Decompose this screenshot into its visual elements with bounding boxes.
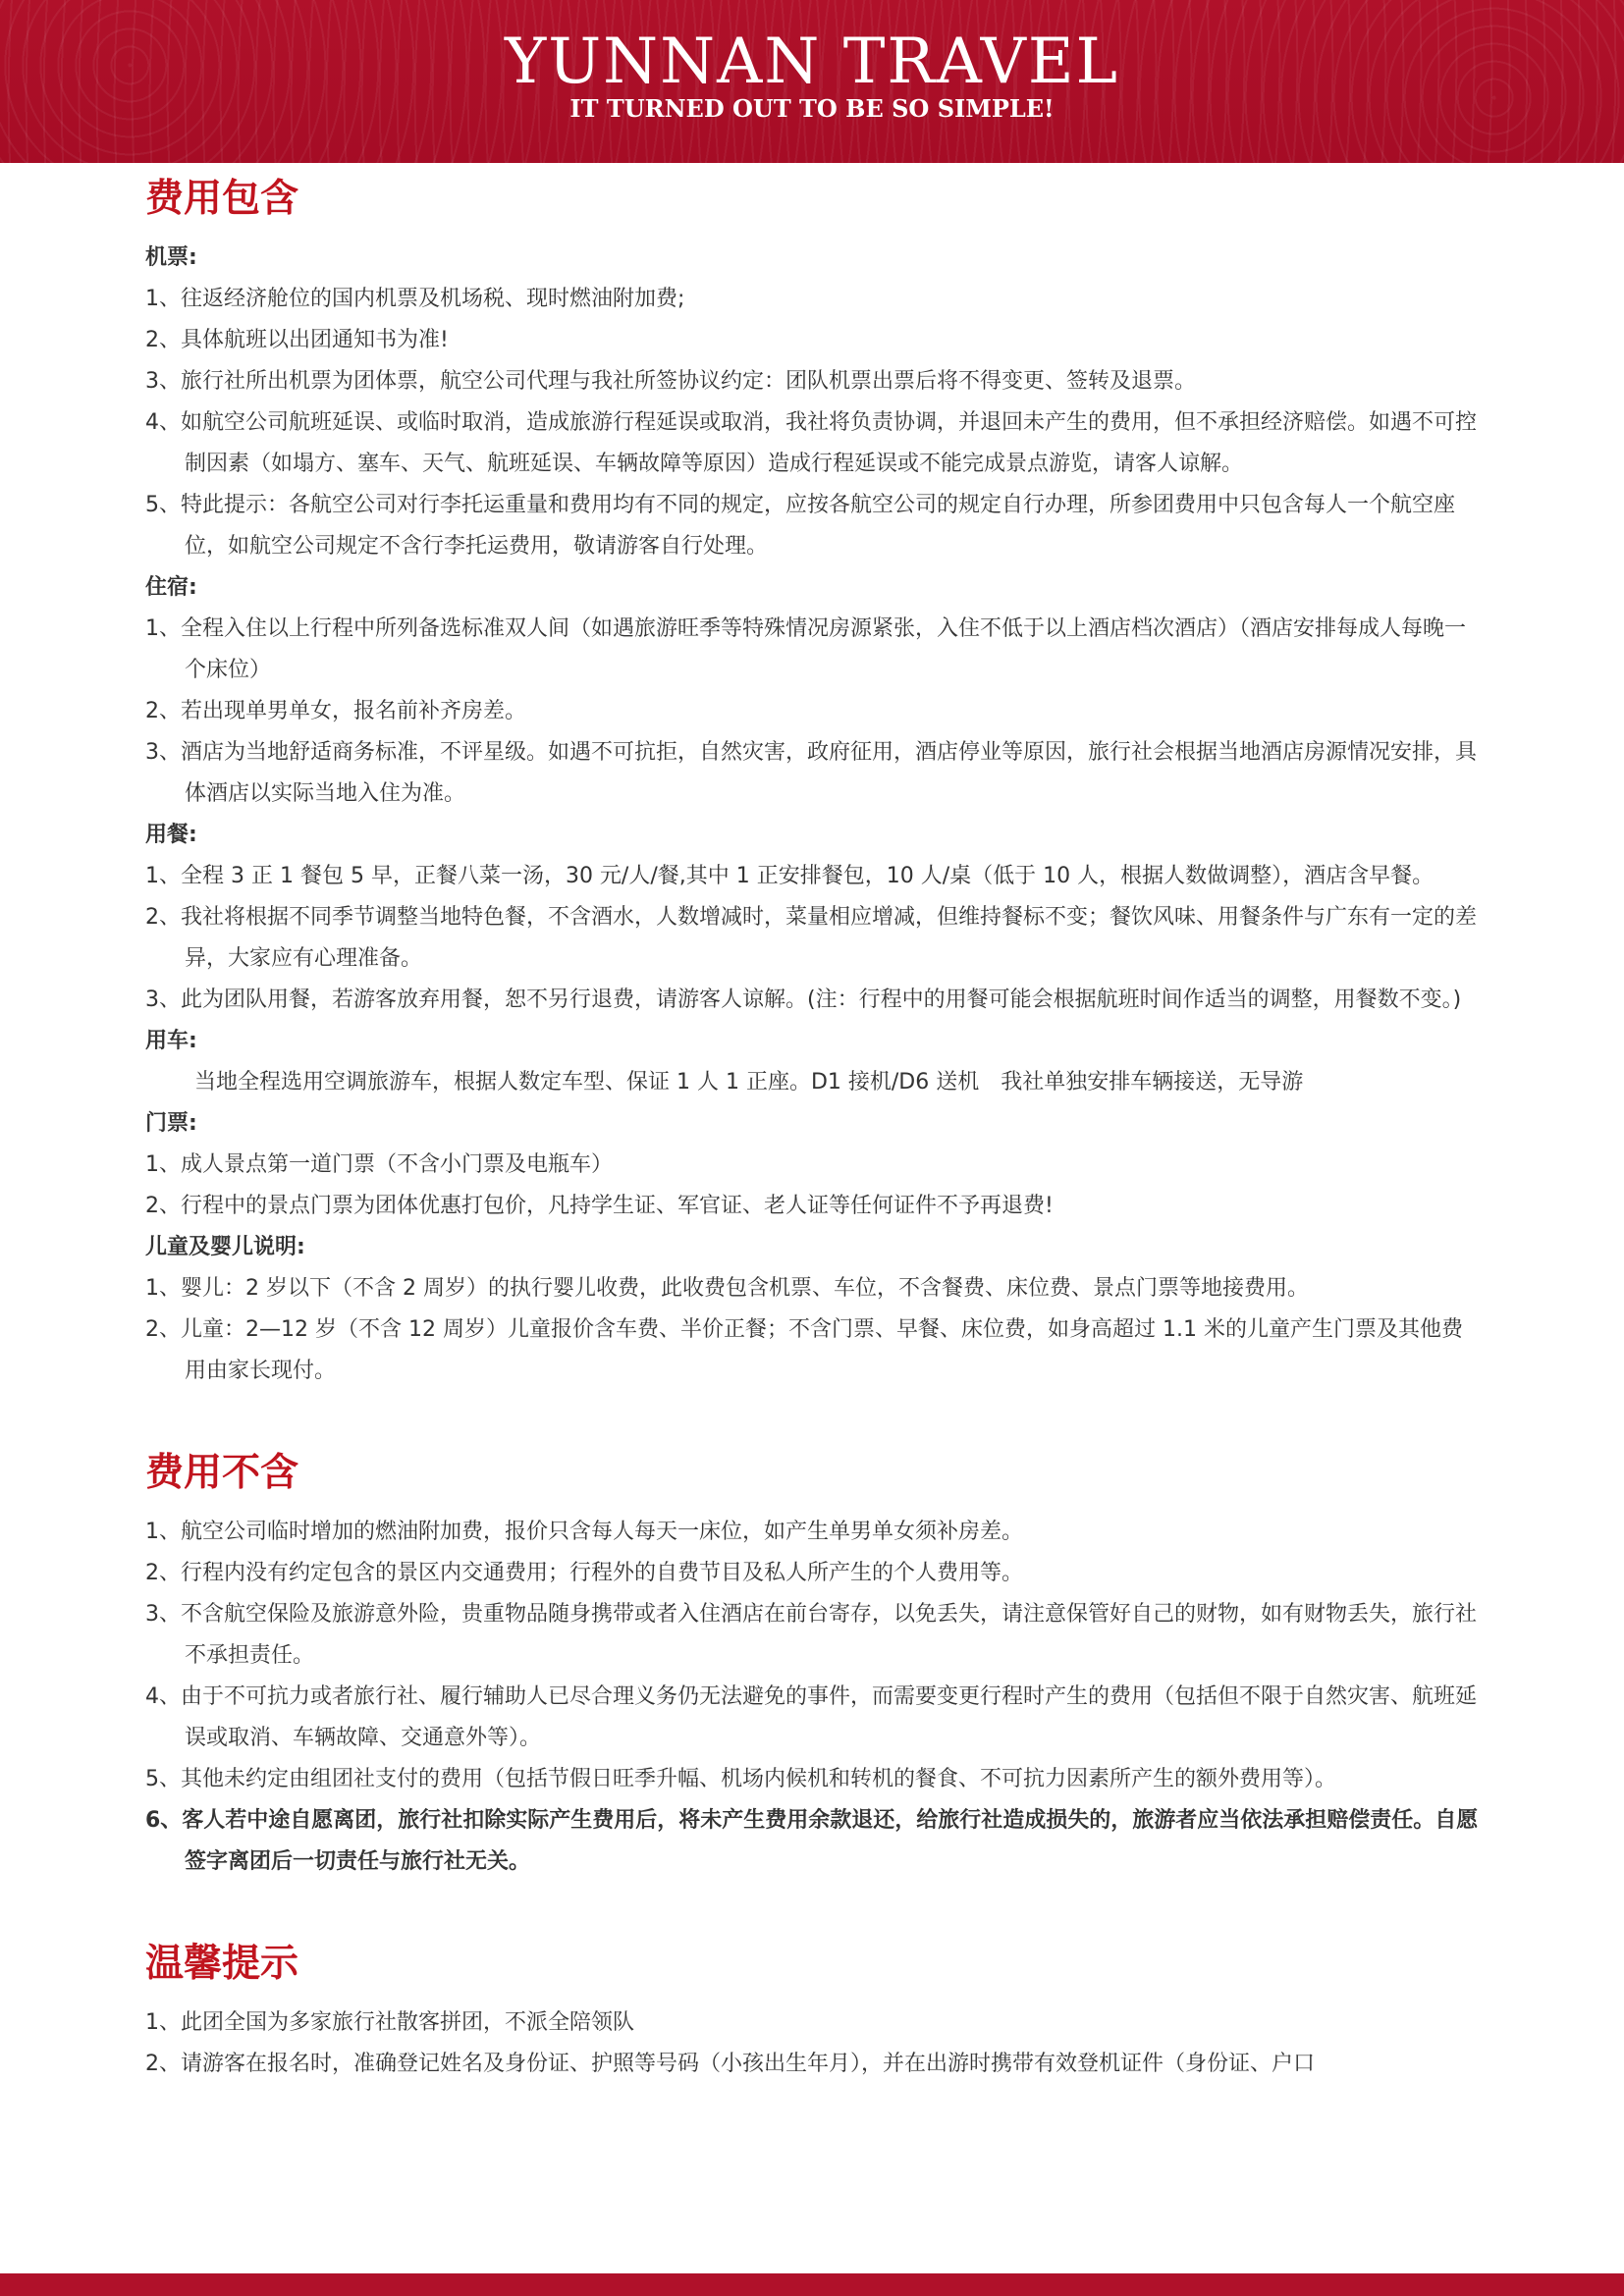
list-item: 2、具体航班以出团通知书为准!	[145, 328, 449, 352]
list-item: 1、全程 3 正 1 餐包 5 早，正餐八菜一汤，30 元/人/餐,其中 1 正安排餐包，10 人/桌（低于 10 人，根据人数做调整），酒店含早餐。	[145, 864, 1435, 888]
vehicle-text: 当地全程选用空调旅游车，根据人数定车型、保证 1 人 1 正座。D1 接机/D6 送机 我社单独安排车辆接送，无导游	[194, 1070, 1304, 1095]
section-title-excluded: 费用不含	[145, 1451, 299, 1495]
list-item: 1、此团全国为多家旅行社散客拼团，不派全陪领队	[145, 2010, 634, 2035]
list-item: 3、旅行社所出机票为团体票，航空公司代理与我社所签协议约定：团队机票出票后将不得变更、签转及退票。	[145, 369, 1197, 394]
list-item: 1、成人景点第一道门票（不含小门票及电瓶车）	[145, 1152, 613, 1177]
list-item-emphasis: 6、客人若中途自愿离团，旅行社扣除实际产生费用后，将未产生费用余款退还，给旅行社造成损失的，旅游者应当依法承担赔偿责任。自愿签字离团后一切责任与旅行社无关。	[145, 1808, 1479, 1874]
footer-bar	[0, 2273, 1624, 2296]
list-item: 1、航空公司临时增加的燃油附加费，报价只含每人每天一床位，如产生单男单女须补房差。	[145, 1520, 1024, 1544]
list-item: 3、不含航空保险及旅游意外险，贵重物品随身携带或者入住酒店在前台寄存，以免丢失，请注意保管好自己的财物，如有财物丢失，旅行社不承担责任。	[145, 1602, 1478, 1668]
list-item: 1、全程入住以上行程中所列备选标准双人间（如遇旅游旺季等特殊情况房源紧张，入住不低于以上酒店档次酒店）（酒店安排每成人每晚一个床位）	[145, 616, 1467, 682]
header-banner	[0, 0, 1624, 163]
brand-slogan: IT TURNED OUT TO BE SO SIMPLE!	[569, 94, 1055, 123]
subheading-children: 儿童及婴儿说明:	[145, 1235, 305, 1259]
list-item: 2、请游客在报名时，准确登记姓名及身份证、护照等号码（小孩出生年月），并在出游时携带有效登机证件（身份证、户口	[145, 2052, 1316, 2076]
list-item: 2、我社将根据不同季节调整当地特色餐，不含酒水，人数增减时，菜量相应增减，但维持餐标不变；餐饮风味、用餐条件与广东有一定的差异，大家应有心理准备。	[145, 905, 1478, 971]
list-item: 2、若出现单男单女，报名前补齐房差。	[145, 699, 526, 723]
section-title-tips: 温馨提示	[145, 1942, 299, 1986]
list-item: 3、此为团队用餐，若游客放弃用餐，恕不另行退费，请游客人谅解。(注：行程中的用餐可能会根据航班时间作适当的调整，用餐数不变。)	[145, 988, 1462, 1012]
list-item: 1、往返经济舱位的国内机票及机场税、现时燃油附加费;	[145, 287, 685, 311]
subheading-hotel: 住宿:	[145, 575, 197, 600]
list-item: 2、行程内没有约定包含的景区内交通费用；行程外的自费节目及私人所产生的个人费用等。	[145, 1561, 1024, 1585]
list-item: 5、特此提示：各航空公司对行李托运重量和费用均有不同的规定，应按各航空公司的规定自行办理，所参团费用中只包含每人一个航空座位，如航空公司规定不含行李托运费用，敬请游客自行处理。	[145, 493, 1456, 559]
subheading-tickets: 门票:	[145, 1111, 197, 1136]
list-item: 1、婴儿：2 岁以下（不含 2 周岁）的执行婴儿收费，此收费包含机票、车位，不含餐费、床位费、景点门票等地接费用。	[145, 1276, 1309, 1301]
document-body	[145, 163, 1481, 2085]
list-item: 2、行程中的景点门票为团体优惠打包价，凡持学生证、军官证、老人证等任何证件不予再退费!	[145, 1194, 1054, 1218]
list-item: 4、由于不可抗力或者旅行社、履行辅助人已尽合理义务仍无法避免的事件，而需要变更行程时产生的费用（包括但不限于自然灾害、航班延误或取消、车辆故障、交通意外等）。	[145, 1684, 1478, 1750]
section-spacer	[145, 1392, 1481, 1437]
brand-title: YUNNAN TRAVEL	[504, 26, 1120, 98]
list-item: 3、酒店为当地舒适商务标准，不评星级。如遇不可抗拒，自然灾害，政府征用，酒店停业等原因，旅行社会根据当地酒店房源情况安排，具体酒店以实际当地入住为准。	[145, 740, 1478, 806]
section-spacer	[145, 1883, 1481, 1928]
list-item: 2、儿童：2—12 岁（不含 12 周岁）儿童报价含车费、半价正餐；不含门票、早餐、床位费，如身高超过 1.1 米的儿童产生门票及其他费用由家长现付。	[145, 1317, 1463, 1383]
subheading-vehicle: 用车:	[145, 1029, 197, 1053]
subheading-flight: 机票:	[145, 245, 197, 270]
list-item: 5、其他未约定由组团社支付的费用（包括节假日旺季升幅、机场内候机和转机的餐食、不可抗力因素所产生的额外费用等）。	[145, 1767, 1337, 1791]
section-title-included: 费用包含	[145, 177, 299, 221]
list-item: 4、如航空公司航班延误、或临时取消，造成旅游行程延误或取消，我社将负责协调，并退回未产生的费用，但不承担经济赔偿。如遇不可控制因素（如塌方、塞车、天气、航班延误、车辆故障等原因）造成行程延误或不能完成景点游览，请客人谅解。	[145, 410, 1478, 476]
subheading-meals: 用餐:	[145, 823, 197, 847]
